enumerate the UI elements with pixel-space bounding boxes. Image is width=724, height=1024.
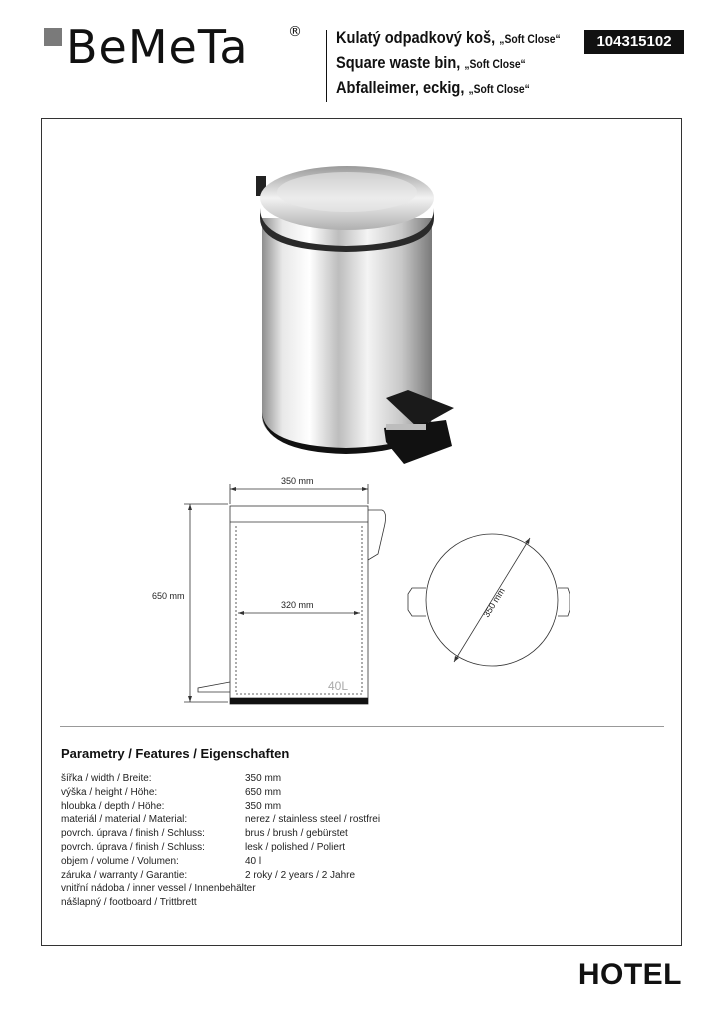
param-row xyxy=(61,814,661,828)
param-label: výška / height / Höhe: xyxy=(61,786,158,798)
parameters-heading: Parametry / Features / Eigenschaften xyxy=(61,746,290,761)
param-value: lesk / polished / Poliert xyxy=(245,841,346,853)
diameter-label: 350 mm xyxy=(481,586,507,620)
title-german: Abfalleimer, eckig, „Soft Close“ xyxy=(336,78,530,97)
param-label: materiál / material / Material: xyxy=(61,814,188,826)
param-value: 40 l xyxy=(245,855,262,867)
param-value: 350 mm xyxy=(245,773,282,784)
param-row xyxy=(61,883,661,897)
registered-mark: ® xyxy=(288,24,302,40)
param-label: šířka / width / Breite: xyxy=(61,773,152,784)
width-dimension-label: 350 mm xyxy=(281,476,314,486)
title-english: Square waste bin, „Soft Close“ xyxy=(336,53,526,72)
param-row xyxy=(61,828,661,842)
brand-name: BeMeTa xyxy=(66,20,249,74)
title-czech: Kulatý odpadkový koš, „Soft Close“ xyxy=(336,28,561,47)
param-label: objem / volume / Volumen: xyxy=(61,855,179,867)
param-label: nášlapný / footboard / Trittbrett xyxy=(61,897,197,909)
param-label: povrch. úprava / finish / Schluss: xyxy=(61,841,205,853)
param-label: záruka / warranty / Garantie: xyxy=(61,869,188,881)
product-titles xyxy=(336,26,596,101)
param-value: brus / brush / gebürstet xyxy=(245,828,348,840)
param-label: hloubka / depth / Höhe: xyxy=(61,800,165,812)
param-row xyxy=(61,870,661,884)
brand-logo xyxy=(44,20,314,80)
product-photo xyxy=(250,158,462,470)
inner-width-label: 320 mm xyxy=(281,600,314,610)
param-label: povrch. úprava / finish / Schluss: xyxy=(61,828,205,840)
param-label: vnitřní nádoba / inner vessel / Innenbehälter xyxy=(61,883,256,895)
param-row xyxy=(61,773,661,787)
product-code-badge: 104315102 xyxy=(584,30,684,54)
technical-drawing xyxy=(150,470,570,720)
logo-square-mark xyxy=(44,28,62,46)
header-divider xyxy=(326,30,327,102)
param-row xyxy=(61,897,661,911)
param-row xyxy=(61,842,661,856)
param-row xyxy=(61,801,661,815)
category-label: HOTEL xyxy=(577,958,682,991)
param-value: nerez / stainless steel / rostfrei xyxy=(245,814,381,826)
section-divider xyxy=(60,726,664,727)
param-row xyxy=(61,856,661,870)
height-dimension-label: 650 mm xyxy=(152,591,185,601)
volume-label: 40L xyxy=(328,679,349,693)
param-row xyxy=(61,787,661,801)
param-value: 650 mm xyxy=(245,786,282,798)
param-value: 2 roky / 2 years / 2 Jahre xyxy=(245,869,356,881)
parameters-section xyxy=(61,746,661,911)
param-value: 350 mm xyxy=(245,800,282,812)
